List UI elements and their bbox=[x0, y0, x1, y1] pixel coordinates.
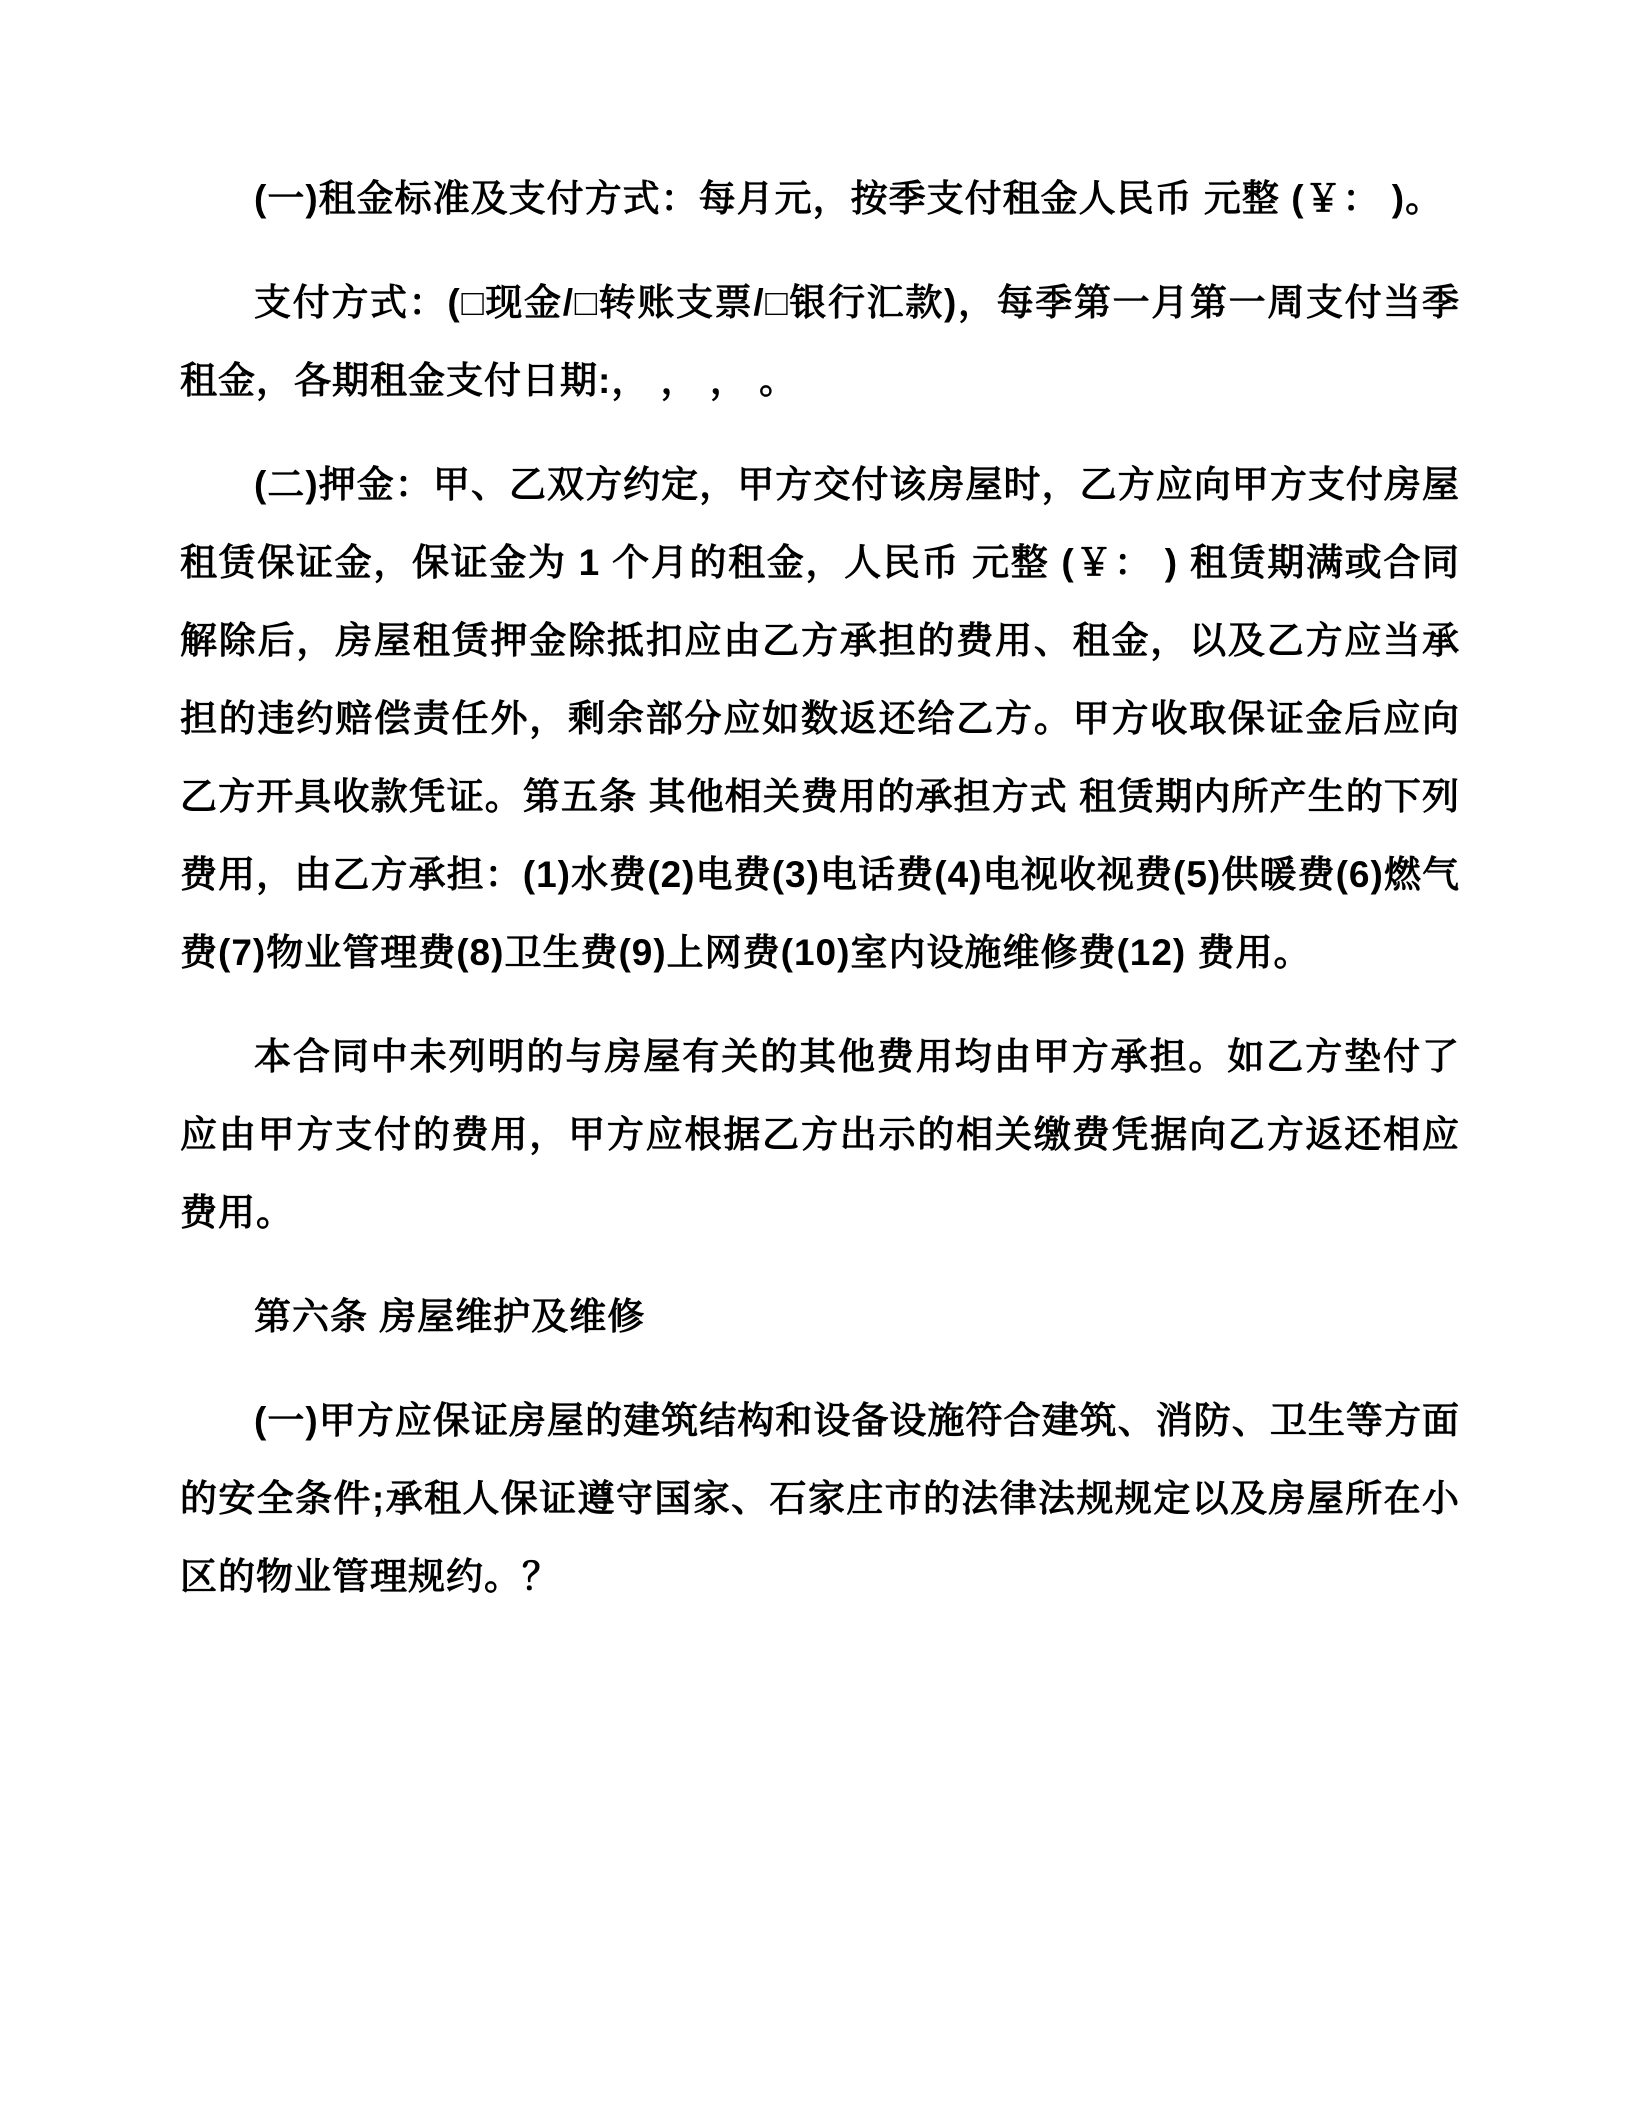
paragraph-maintenance-terms: (一)甲方应保证房屋的建筑结构和设备设施符合建筑、消防、卫生等方面的安全条件;承租人保证遵守国家、石家庄市的法律法规规定以及房屋所在小区的物业管理规约。？ bbox=[180, 1400, 1460, 1597]
heading-article-six: 第六条 房屋维护及维修 bbox=[254, 1296, 646, 1337]
paragraph-deposit-terms: (二)押金：甲、乙双方约定，甲方交付该房屋时，乙方应向甲方支付房屋租赁保证金，保证金为 1 个月的租金，人民币 元整 (￥： ) 租赁期满或合同解除后，房屋租赁押金除抵扣应由乙方承担的费用、租金，以及乙方应当承担的违约赔偿责任外，剩余部分应如数返还给乙方。甲方收取保证金后应向乙方开具收款凭证。第五条 其他相关费用的承担方式 租赁期内所产生的下列费用，由乙方承担：(1)水费(2)电费(3)电话费(4)电视收视费(5)供暖费(6)燃气费(7)物业管理费(8)卫生费(9)上网费(10)室内设施维修费(12) 费用。 bbox=[180, 464, 1460, 973]
paragraph-payment-method: 支付方式：(□现金/□转账支票/□银行汇款)，每季第一月第一周支付当季租金，各期租金支付日期:， ， ， 。 bbox=[180, 282, 1460, 401]
paragraph-other-fees: 本合同中未列明的与房屋有关的其他费用均由甲方承担。如乙方垫付了应由甲方支付的费用，甲方应根据乙方出示的相关缴费凭据向乙方返还相应费用。 bbox=[180, 1036, 1460, 1233]
paragraph-rent-standard: (一)租金标准及支付方式：每月元，按季支付租金人民币 元整 (￥： )。 bbox=[254, 178, 1444, 219]
